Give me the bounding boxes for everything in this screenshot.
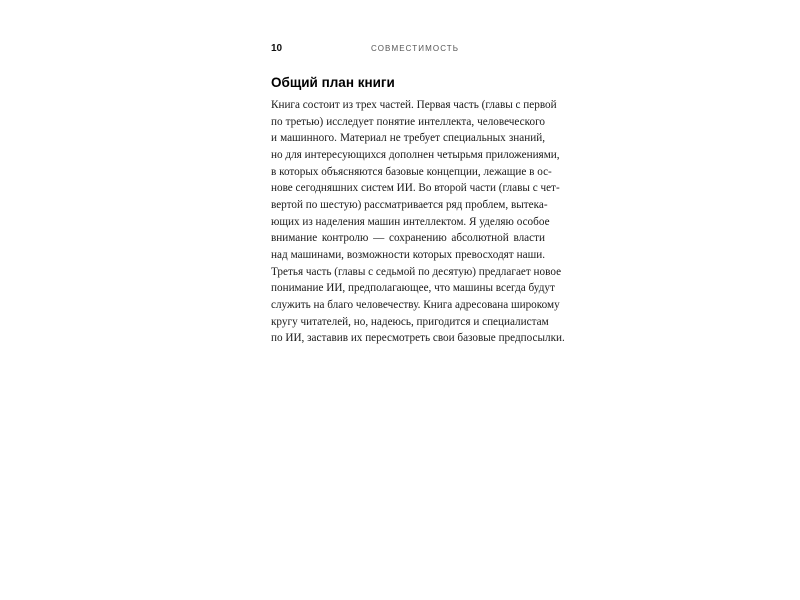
- paragraph-line: понимание ИИ, предполагающее, что машины всегда будут: [271, 282, 555, 295]
- paragraph-line: и машинного. Материал не требует специальных знаний,: [271, 132, 545, 145]
- paragraph-line: в которых объясняются базовые концепции, лежащие в ос-: [271, 165, 552, 178]
- paragraph-line: внимание контролю — сохранению абсолютной власти: [271, 232, 545, 245]
- paragraph-line: но для интересующихся дополнен четырьмя приложениями,: [271, 148, 560, 161]
- section-title: Общий план книги: [271, 75, 395, 90]
- paragraph-line: служить на благо человечеству. Книга адресована широкому: [271, 298, 560, 311]
- running-header: СОВМЕСТИМОСТЬ: [371, 44, 460, 53]
- paragraph-line: над машинами, возможности которых превосходят наши.: [271, 248, 545, 261]
- paragraph-line: Книга состоит из трех частей. Первая часть (главы с первой: [271, 99, 557, 111]
- page-number: 10: [271, 43, 283, 54]
- paragraph-line: кругу читателей, но, надеюсь, пригодится и специалистам: [271, 315, 549, 328]
- body-paragraph: [271, 97, 565, 347]
- paragraph-line: по третью) исследует понятие интеллекта, человеческого: [271, 115, 545, 128]
- paragraph-line: по ИИ, заставив их пересмотреть свои базовые предпосылки.: [271, 332, 565, 345]
- paragraph-line: вертой по шестую) рассматривается ряд проблем, вытека-: [271, 198, 548, 211]
- paragraph-line: нове сегодняшних систем ИИ. Во второй части (главы с чет-: [271, 182, 560, 195]
- paragraph-line: Третья часть (главы с седьмой по десятую) предлагает новое: [271, 265, 562, 278]
- paragraph-line: ющих из наделения машин интеллектом. Я уделяю особое: [271, 215, 550, 228]
